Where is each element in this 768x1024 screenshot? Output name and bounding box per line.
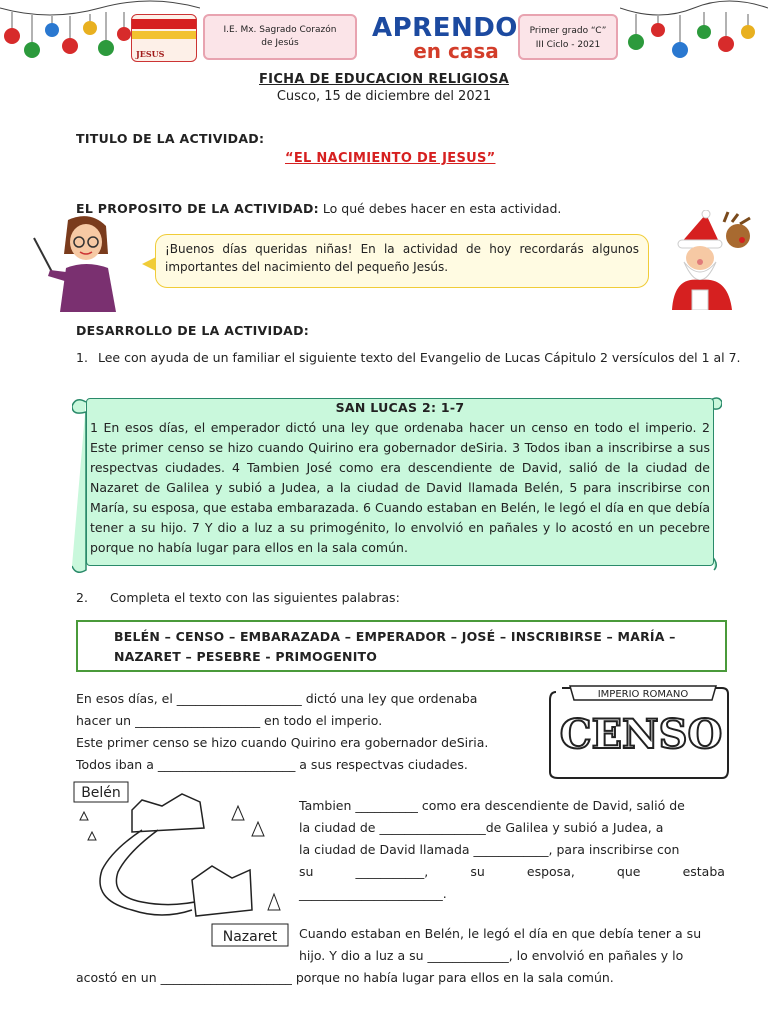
exercise-paragraph-3 [76, 923, 726, 989]
school-logo [131, 14, 197, 62]
purpose-text: Lo qué debes hacer en esta actividad. [318, 201, 562, 216]
aprendo-en-casa-logo [372, 13, 518, 63]
step-2-number: 2. [76, 590, 88, 605]
step-2-text: Completa el texto con las siguientes palabras: [109, 590, 400, 605]
scroll-text: 1 En esos días, el emperador dictó una ley que ordenaba hacer un censo en todo el imperio. 2 Este primer censo se hizo cuando Quirino era gobernador deSiria. 3 Todos iban a inscribirse a sus respectvas ciudades. 4 Tambien José como era descendiente de David, salió de la ciudad de Nazaret de Galilea y subió a Judea, a la ciudad de David llamada Belén, 5 para inscribirse con María, su esposa, que estaba embarazada. 6 Cuando estaban en Belén, le legó el día en que debía tener a su hijo. 7 Y dio a luz a su primogénito, lo envolvió en pañales y lo acostó en un pecebre porque no había lugar para ellos en la sala común. [90, 420, 710, 555]
step-2 [76, 589, 400, 607]
santa-reindeer-illustration [658, 210, 758, 310]
map-label-belen: Belén [81, 785, 121, 801]
speech-bubble: ¡Buenos días queridas niñas! En la actividad de hoy recordarás algunos importantes del nacimiento del pequeño Jesús. [155, 234, 649, 288]
logo-text: JESUS [136, 49, 165, 59]
school-line-2: de Jesús [261, 38, 299, 48]
exercise-word: esposa, [526, 864, 575, 879]
purpose-label: EL PROPOSITO DE LA ACTIVIDAD: [76, 201, 319, 216]
exercise-word: estaba [682, 864, 725, 879]
exercise-paragraph-1 [76, 688, 536, 776]
exercise-line: acostó en un _____________________ porque no había lugar para ellos en la sala común. [76, 970, 614, 985]
teacher-illustration [30, 212, 130, 312]
exercise-line: _______________________. [299, 886, 447, 901]
document-date: Cusco, 15 de diciembre del 2021 [276, 89, 492, 104]
censo-illustration [546, 682, 732, 782]
exercise-line: Tambien __________ como era descendiente de David, salió de [299, 798, 685, 813]
censo-word: CENSO [559, 711, 723, 758]
activity-title: “EL NACIMIENTO DE JESUS” [285, 151, 496, 166]
exercise-line: hacer un ____________________ en todo el imperio. [76, 713, 383, 728]
step-1-text: Lee con ayuda de un familiar el siguiente texto del Evangelio de Lucas Cápitulo 2 versículos del 1 al 7. [98, 350, 741, 365]
brand-line-2: en casa [413, 39, 499, 63]
exercise-word: su [299, 864, 314, 879]
map-label-nazaret: Nazaret [222, 929, 278, 945]
exercise-word: su [470, 864, 485, 879]
purpose-line [76, 201, 561, 216]
exercise-line: la ciudad de David llamada ____________, para inscribirse con [299, 842, 680, 857]
word-bank-line-2: NAZARET – PESEBRE - PRIMOGENITO [114, 649, 378, 664]
school-name-box [203, 14, 357, 60]
exercise-line: hijo. Y dio a luz a su _____________, lo envolvió en pañales y lo [299, 948, 684, 963]
exercise-line [299, 861, 725, 883]
word-bank-line-1: BELÉN – CENSO – EMBARAZADA – EMPERADOR – JOSÉ – INSCRIBIRSE – MARÍA – [114, 629, 676, 644]
document-title: FICHA DE EDUCACION RELIGIOSA [259, 72, 509, 87]
exercise-line: la ciudad de _________________de Galilea y subió a Judea, a [299, 820, 664, 835]
exercise-line: Este primer censo se hizo cuando Quirino era gobernador deSiria. [76, 735, 489, 750]
grade-box [518, 14, 618, 60]
word-bank [76, 620, 727, 672]
exercise-word: ___________, [355, 864, 429, 879]
exercise-word: que [616, 864, 641, 879]
development-label: DESARROLLO DE LA ACTIVIDAD: [76, 323, 310, 338]
exercise-line: En esos días, el ____________________ dictó una ley que ordenaba [76, 691, 478, 706]
grade-line-1: Primer grado “C” [529, 26, 607, 36]
step-1 [76, 349, 756, 367]
step-1-number: 1. [76, 350, 88, 365]
exercise-line: Todos iban a ______________________ a sus respectvas ciudades. [76, 757, 468, 772]
school-line-1: I.E. Mx. Sagrado Corazón [223, 25, 337, 35]
exercise-paragraph-2 [299, 795, 725, 905]
activity-label: TITULO DE LA ACTIVIDAD: [76, 131, 265, 146]
grade-line-2: III Ciclo - 2021 [535, 40, 601, 50]
censo-banner-text: IMPERIO ROMANO [597, 689, 689, 700]
exercise-line: Cuando estaban en Belén, le legó el día en que debía tener a su [299, 926, 702, 941]
scroll-title: SAN LUCAS 2: 1-7 [335, 400, 465, 415]
christmas-ornaments-right [620, 0, 768, 70]
brand-line-1: APRENDO [372, 13, 518, 43]
